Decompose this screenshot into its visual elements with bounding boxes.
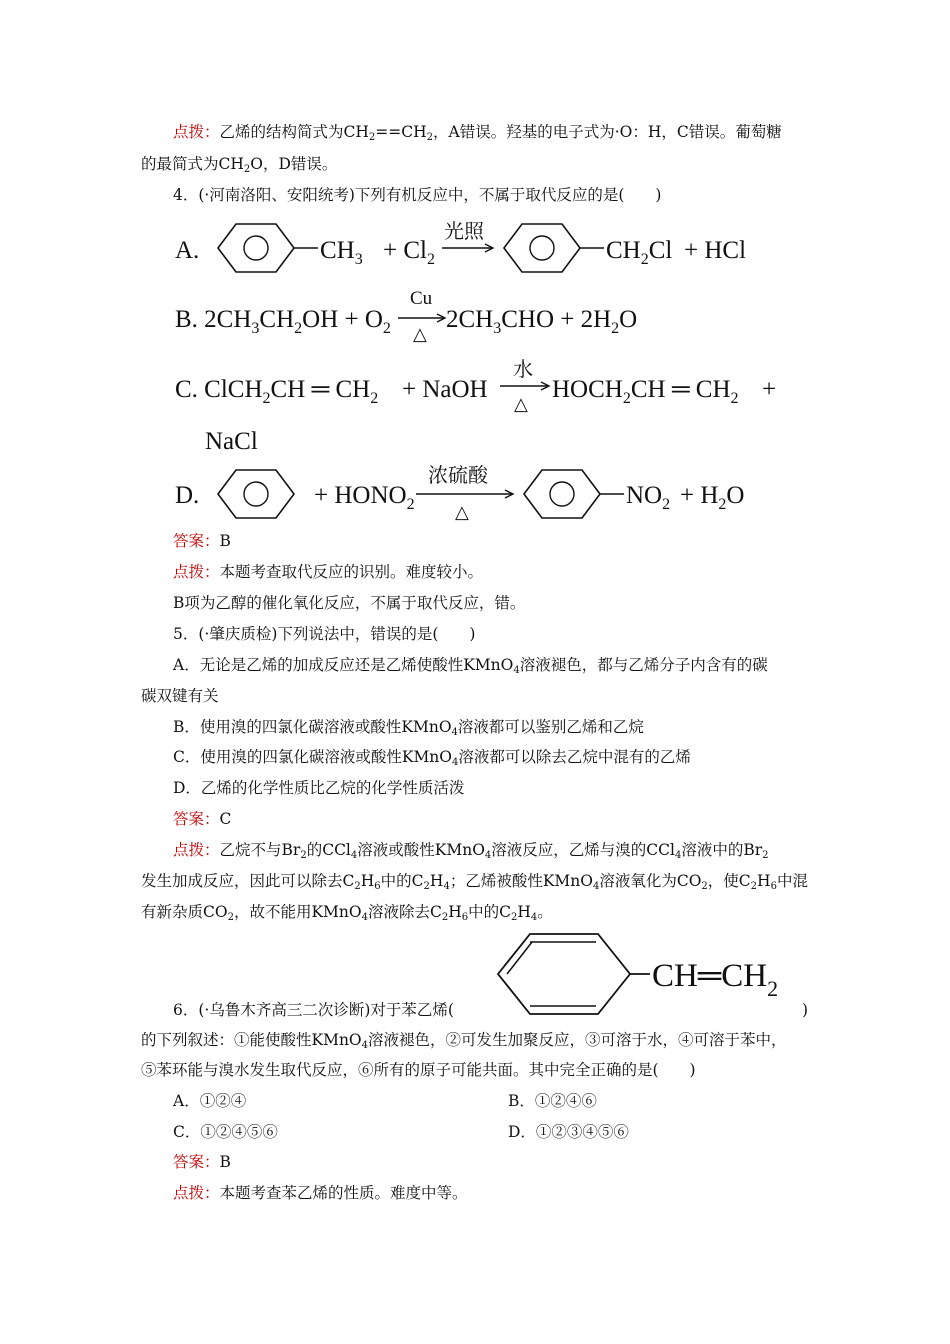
q3-hint-line2: 的最简式为$CH_2O$，D错误。 bbox=[141, 155, 338, 175]
q5-hint-line3: 有新杂质$CO_2$，故不能用KMnO$_4$溶液除去$C_2H_6$中的$C_2H_4$。 bbox=[141, 903, 553, 923]
svg-text:NO2: $NO_2$ bbox=[626, 482, 671, 513]
svg-text:+: + bbox=[762, 376, 777, 403]
svg-text:CH═CH2: $CH═CH_2$ bbox=[652, 958, 779, 1001]
q6-stem-close: ) bbox=[802, 1001, 809, 1019]
q3-hint-line1: 点拨：乙烯的结构简式为$CH_2==CH_2$，A错误。羟基的电子式为·O：H，C错误。葡萄糖 bbox=[173, 123, 782, 143]
q6-answer: 答案：B bbox=[173, 1153, 231, 1171]
q4-d-label: D. bbox=[175, 482, 200, 509]
q6-option-a: A．①②④ bbox=[173, 1092, 247, 1110]
q4-answer: 答案：B bbox=[173, 532, 231, 550]
svg-text:HOCH2CH ═ CH2: $HOCH_2CH$ ═ $CH_2$ bbox=[552, 376, 739, 407]
reaction-arrow-c bbox=[500, 382, 549, 390]
q4-stem: 4．(·河南洛阳、安阳统考)下列有机反应中，不属于取代反应的是( ) bbox=[173, 186, 662, 204]
q5-hint-line2: 发生加成反应，因此可以除去$C_2H_6$中的$C_2H_4$；乙烯被酸性KMnO$_4$溶液氧化为$CO_2$，使$C_2H_6$中混 bbox=[141, 872, 808, 892]
reaction-arrow-d bbox=[416, 490, 513, 498]
q6-hint: 点拨：本题考查苯乙烯的性质。难度中等。 bbox=[173, 1184, 468, 1202]
svg-text:NaCl: NaCl bbox=[205, 428, 258, 455]
q6-line2: 的下列叙述：①能使酸性KMnO$_4$溶液褪色，②可发生加聚反应，③可溶于水，④可溶于苯中， bbox=[141, 1031, 787, 1051]
q4-a-condition: 光照 bbox=[444, 219, 484, 243]
q6-stem: 6．(·乌鲁木齐高三二次诊断)对于苯乙烯( bbox=[173, 1001, 454, 1019]
svg-text:2CH3CHO + 2H2O: $2CH_3CHO + 2H_2O$ bbox=[446, 306, 638, 337]
q5-option-c: C．使用溴的四氯化碳溶液或酸性KMnO$_4$溶液都可以除去乙烷中混有的乙烯 bbox=[173, 748, 691, 768]
svg-text:+ HCl: + HCl bbox=[684, 237, 747, 264]
q5-answer: 答案：C bbox=[173, 810, 232, 828]
q5-option-a-cont: 碳双键有关 bbox=[141, 687, 219, 705]
q6-option-d: D．①②③④⑤⑥ bbox=[508, 1123, 629, 1141]
q4-equations bbox=[0, 0, 950, 540]
svg-text:Cu: Cu bbox=[410, 288, 433, 309]
svg-text:+ H2O: + $H_2O$ bbox=[680, 482, 745, 513]
q4-b-equation: B. $2CH_3CH_2OH + O_2$ bbox=[175, 306, 391, 337]
benzene-ring-a2 bbox=[504, 224, 604, 272]
benzene-ring-d1 bbox=[218, 470, 294, 518]
svg-text:水: 水 bbox=[513, 357, 533, 381]
svg-text:+ HONO2: + $HONO_2$ bbox=[314, 482, 415, 513]
benzene-ring-a1 bbox=[218, 224, 318, 272]
svg-text:浓硫酸: 浓硫酸 bbox=[428, 463, 488, 487]
q4-hint: 点拨：本题考查取代反应的识别。难度较小。 bbox=[173, 563, 484, 581]
svg-text:+ NaOH: + NaOH bbox=[402, 376, 488, 403]
q6-option-c: C．①②④⑤⑥ bbox=[173, 1123, 278, 1141]
svg-text:CH3: $CH_3$ bbox=[320, 237, 363, 268]
q5-option-a: A．无论是乙烯的加成反应还是乙烯使酸性KMnO$_4$溶液褪色，都与乙烯分子内含有的碳 bbox=[173, 656, 768, 676]
q5-option-d: D．乙烯的化学性质比乙烷的化学性质活泼 bbox=[173, 779, 465, 797]
reaction-arrow-b bbox=[398, 314, 445, 322]
svg-text:△: △ bbox=[514, 394, 528, 415]
reaction-arrow-a bbox=[442, 244, 493, 252]
q6-line3: ⑤苯环能与溴水发生取代反应，⑥所有的原子可能共面。其中完全正确的是( ) bbox=[141, 1061, 696, 1079]
svg-text:△: △ bbox=[413, 324, 427, 345]
q5-hint-line1: 点拨：乙烷不与$Br_2$的CCl$_4$溶液或酸性KMnO$_4$溶液反应，乙烯与溴的CCl$_4$溶液中的$Br_2$ bbox=[173, 841, 769, 861]
q4-c-equation: C. ClCH$_2$CH ═ $CH_2$ bbox=[175, 376, 379, 407]
benzene-ring-d2 bbox=[524, 470, 624, 518]
q4-a-label: A. bbox=[175, 237, 200, 264]
svg-text:CH2Cl: $CH_2Cl$ bbox=[606, 237, 673, 268]
q5-stem: 5．(·肇庆质检)下列说法中，错误的是( ) bbox=[173, 625, 476, 643]
svg-text:△: △ bbox=[455, 502, 469, 523]
q6-option-b: B．①②④⑥ bbox=[508, 1092, 597, 1110]
q4-note: B项为乙醇的催化氧化反应，不属于取代反应，错。 bbox=[173, 594, 526, 612]
hint-label: 点拨： bbox=[173, 123, 220, 141]
svg-text:+ Cl2: + $Cl_2$ bbox=[383, 237, 435, 268]
q5-option-b: B．使用溴的四氯化碳溶液或酸性KMnO$_4$溶液都可以鉴别乙烯和乙烷 bbox=[173, 718, 644, 738]
